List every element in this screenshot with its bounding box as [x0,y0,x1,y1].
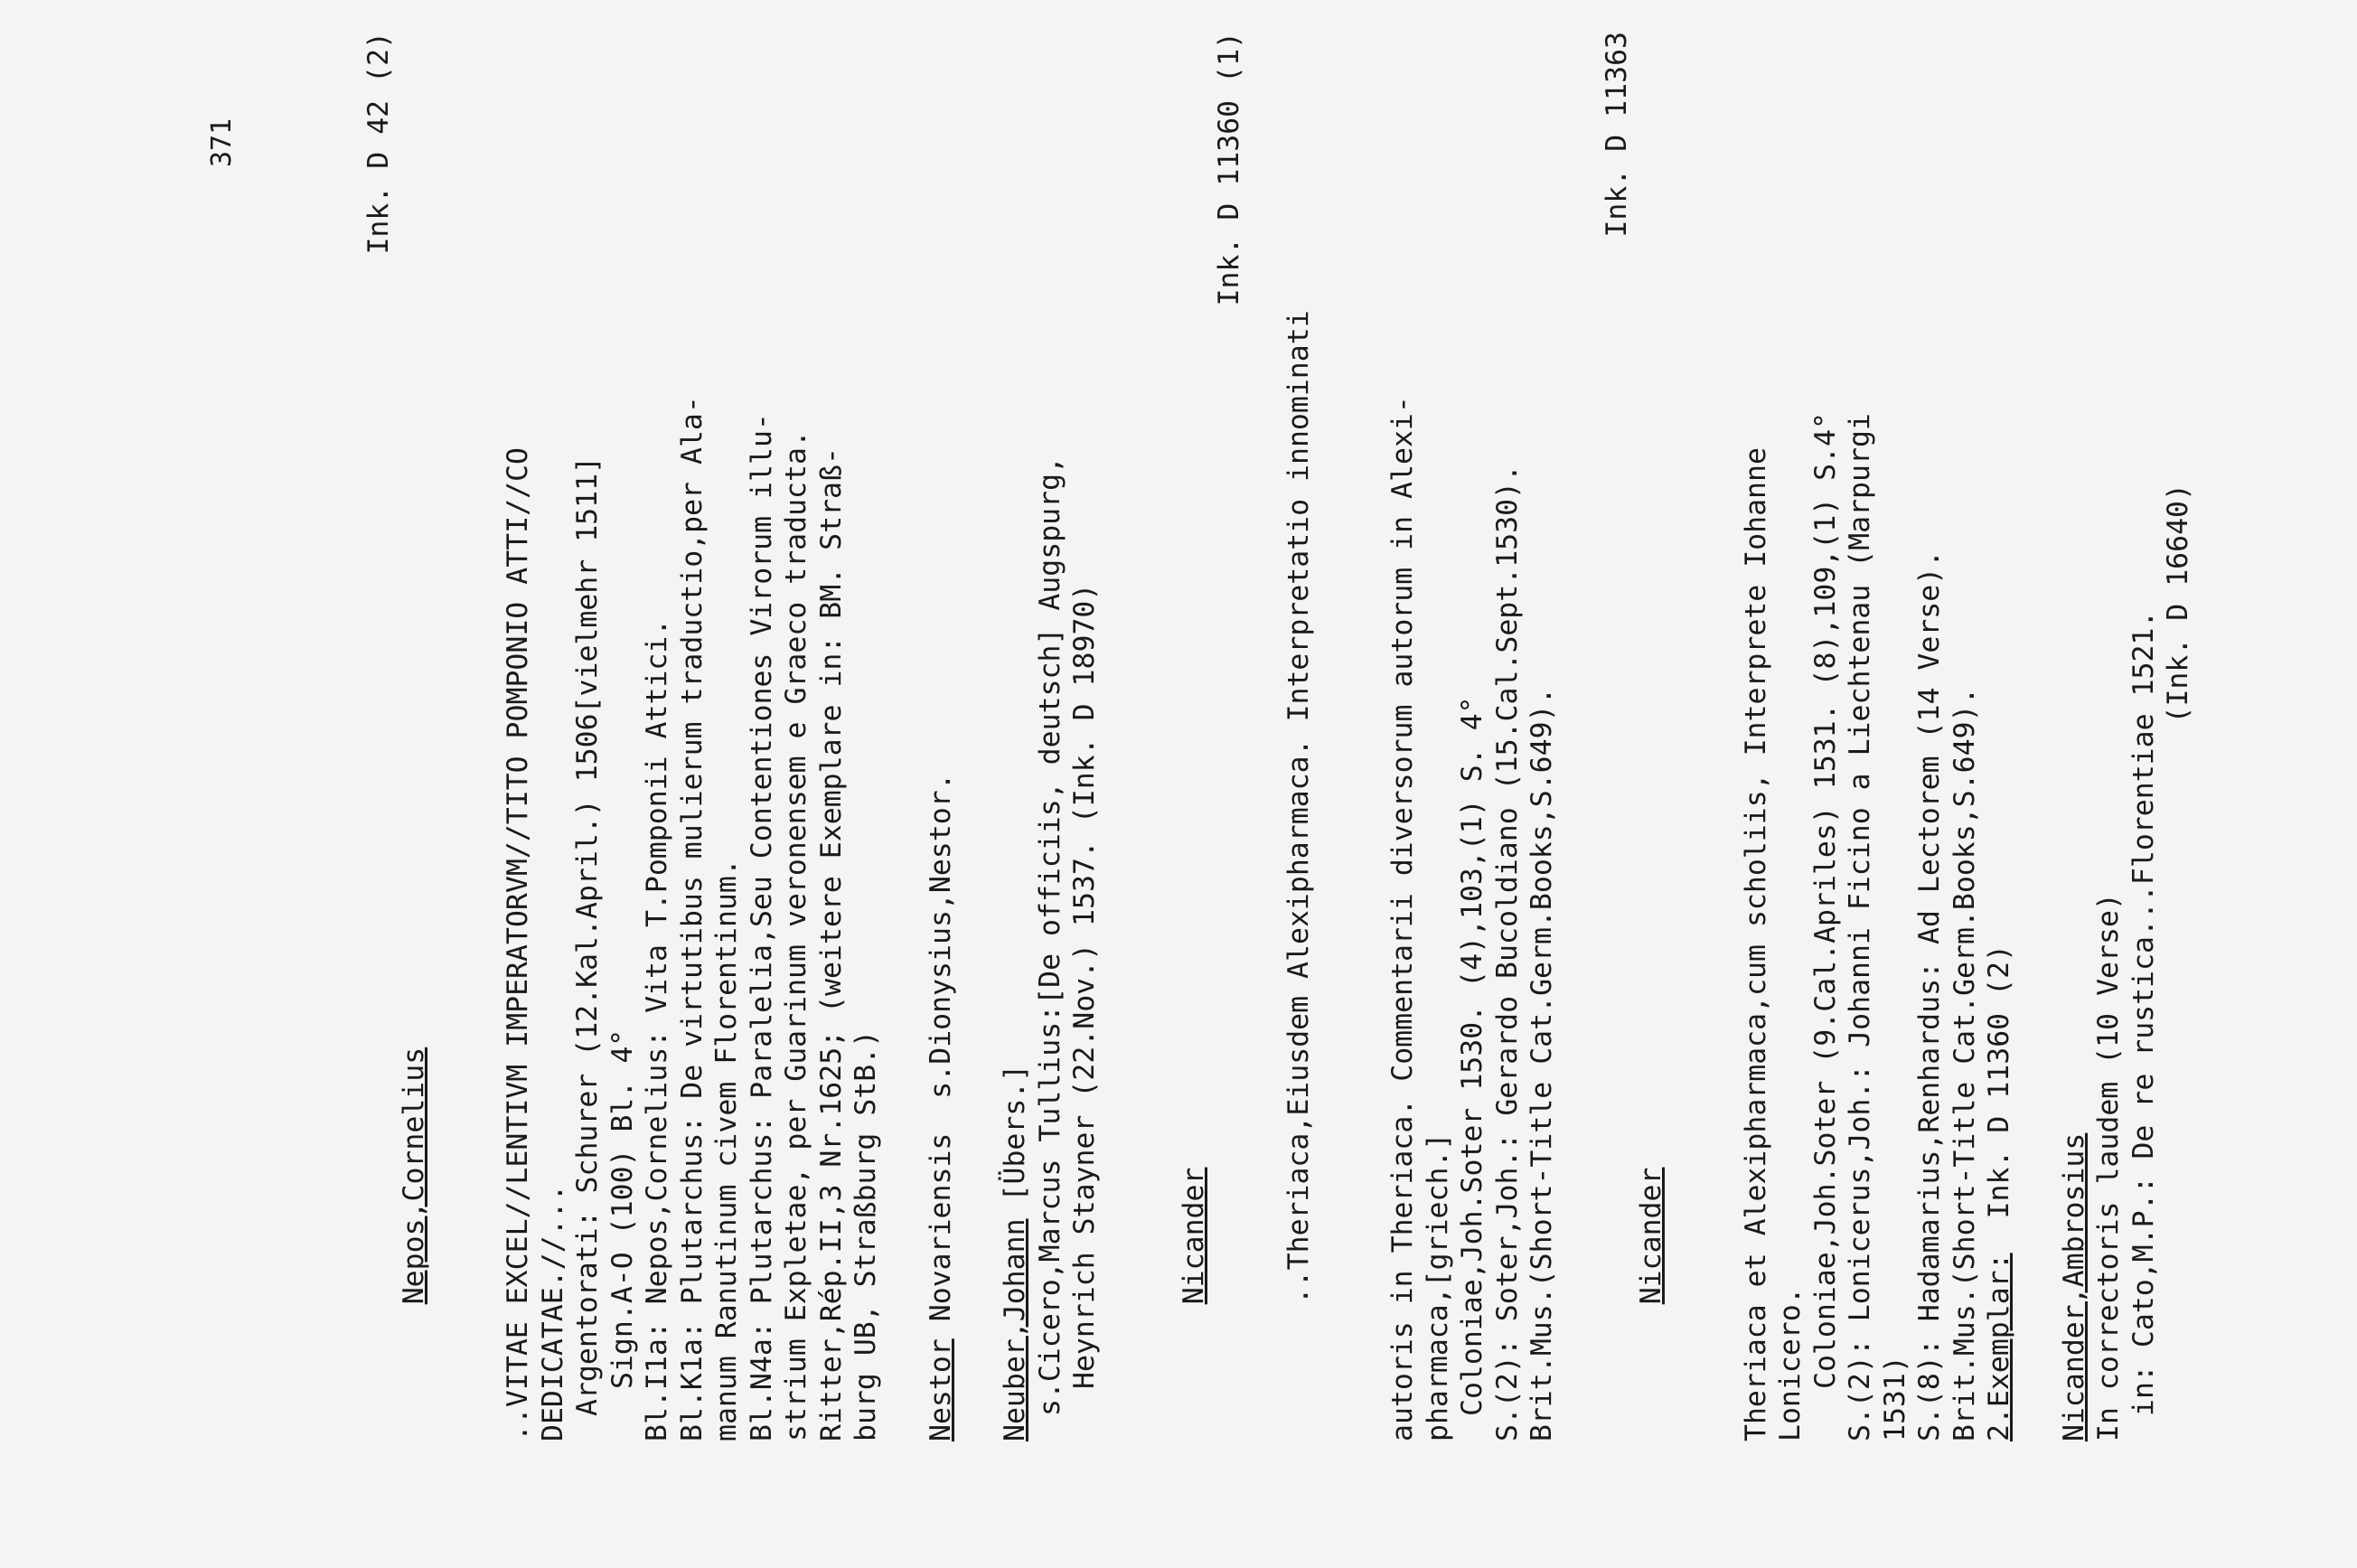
entry-heading: Nepos,Cornelius [397,1047,430,1305]
imprint-line: Coloniae,Joh.Soter (9.Cal.Apriles) 1531. (8),109,(1) S.4° [1808,412,1842,1389]
shelf-mark: Ink. D 11363 [1600,32,1633,238]
entry-line: In correctoris laudem (10 Verse) [2092,893,2125,1441]
entry-line: S.(8): Hadamarius,Renhardus: Ad Lectorem (14 Verse). [1913,549,1946,1441]
entry-line: S.(2): Soter,Joh.: Gerardo Bucoldiano (15.Cal.Sept.1530). [1490,465,1524,1441]
entry-line: Theriaca et Alexipharmaca,cum scholiis, Interprete Iohanne [1739,447,1772,1441]
entry-line: 1531) [1878,1356,1911,1441]
entry-line: strium Expletae, per Guarinum veronensem e Graeco traducta. [780,430,812,1441]
catalog-entry [1142,32,1560,1441]
cross-reference-line: s.Cicero,Marcus Tullius:[De officiis, deutsch] Augspurg, [1033,455,1066,1416]
entry-heading: Nicander [1635,1167,1667,1305]
catalog-entry [998,32,1103,1441]
catalog-entries [362,32,2236,1441]
catalog-entry [2057,32,2196,1441]
entry-line: ..VITAE EXCEL//LENTIVM IMPERATORVM//TITO POMPONIO ATTI//CO [502,447,534,1441]
entry-line: autoris in Theriaca. Commentarii diversorum autorum in Alexi- [1386,396,1419,1441]
page-number: 371 [206,117,238,167]
imprint-line: Argentorati: Schurer (12.Kal.April.) 1506[vielmehr 1511] [571,455,604,1416]
entry-heading-row [362,32,501,1441]
entry-line-rest: Novariensis s.Dionysius,Nestor. [924,773,957,1339]
entry-heading: Nestor [924,1338,957,1441]
entry-line: pharmaca,[griech.] [1421,1132,1454,1441]
copy-label: 2.Exemplar: [1983,1253,2015,1441]
reference-line: Brit.Mus.(Short-Title Cat.Germ.Books,S.649). [1526,687,1558,1441]
catalog-entry [362,32,884,1441]
collation-line: Sign.A-O (100) Bl. 4° [606,1028,639,1389]
entry-line: Bl.N4a: Plutarchus: Paralelia,Seu Contentiones Virorum illu- [745,413,778,1441]
copy-line [1982,32,2017,1441]
entry-heading-row [1600,32,1739,1441]
title-row [1212,32,1385,1441]
entry-line: manum Ranutinum civem Florentinum. [710,859,743,1441]
shelf-mark: (Ink. D 16640) [2162,484,2194,724]
reference-line: Brit.Mus.(Short-Title Cat.Germ.Books,S.649). [1948,687,1981,1441]
copy-shelf-mark: Ink. D 11360 (2) [1983,944,2015,1219]
cross-reference-line: in: Cato,M.P.: De re rustica...Florentiae 1521. [2127,610,2160,1416]
cross-reference-line: Heynrich Stayner (22.Nov.) 1537. (Ink. D 18970) [1068,583,1101,1389]
entry-heading: Neuber,Johann [999,1218,1031,1441]
shelf-mark: Ink. D 42 (2) [362,32,395,255]
entry-heading-line [2057,32,2092,1441]
entry-heading-role: [Übers.] [999,1064,1031,1219]
entry-line: S.(2): Lonicerus,Joh.: Johanni Ficino a Liechtenau (Marpurgi [1844,413,1876,1441]
catalog-entry [1600,32,2017,1441]
entry-heading: Nicander [1178,1167,1210,1305]
entry-line: DEDICATAE.//... [536,1184,569,1441]
entry-heading: Nicander,Ambrosius [2057,1132,2090,1441]
entry-line: Bl.I1a: Nepos,Cornelius: Vita T.Pomponii Attici. [641,618,673,1441]
shelf-mark: Ink. D 11360 (1) [1212,32,1245,306]
cross-reference-line [924,32,959,1441]
entry-line: Lonicero. [1774,1287,1807,1441]
entry-line: Bl.K1a: Plutarchus: De virtutibus mulierum traductio,per Ala- [675,396,709,1441]
imprint-line: Coloniae,Joh.Soter 1530. (4),103,(1) S. 4° [1456,696,1488,1416]
reference-line: burg UB, Straßburg StB.) [850,1029,882,1441]
entry-heading-line [998,32,1033,1441]
entry-line: ..Theriaca,Eiusdem Alexipharmaca. Interpretatio innominati [1282,310,1315,1305]
catalog-entry [924,32,959,1441]
reference-line: Ritter,Rép.II,3 Nr.1625; (weitere Exemplare in: BM. Straß- [814,447,848,1441]
